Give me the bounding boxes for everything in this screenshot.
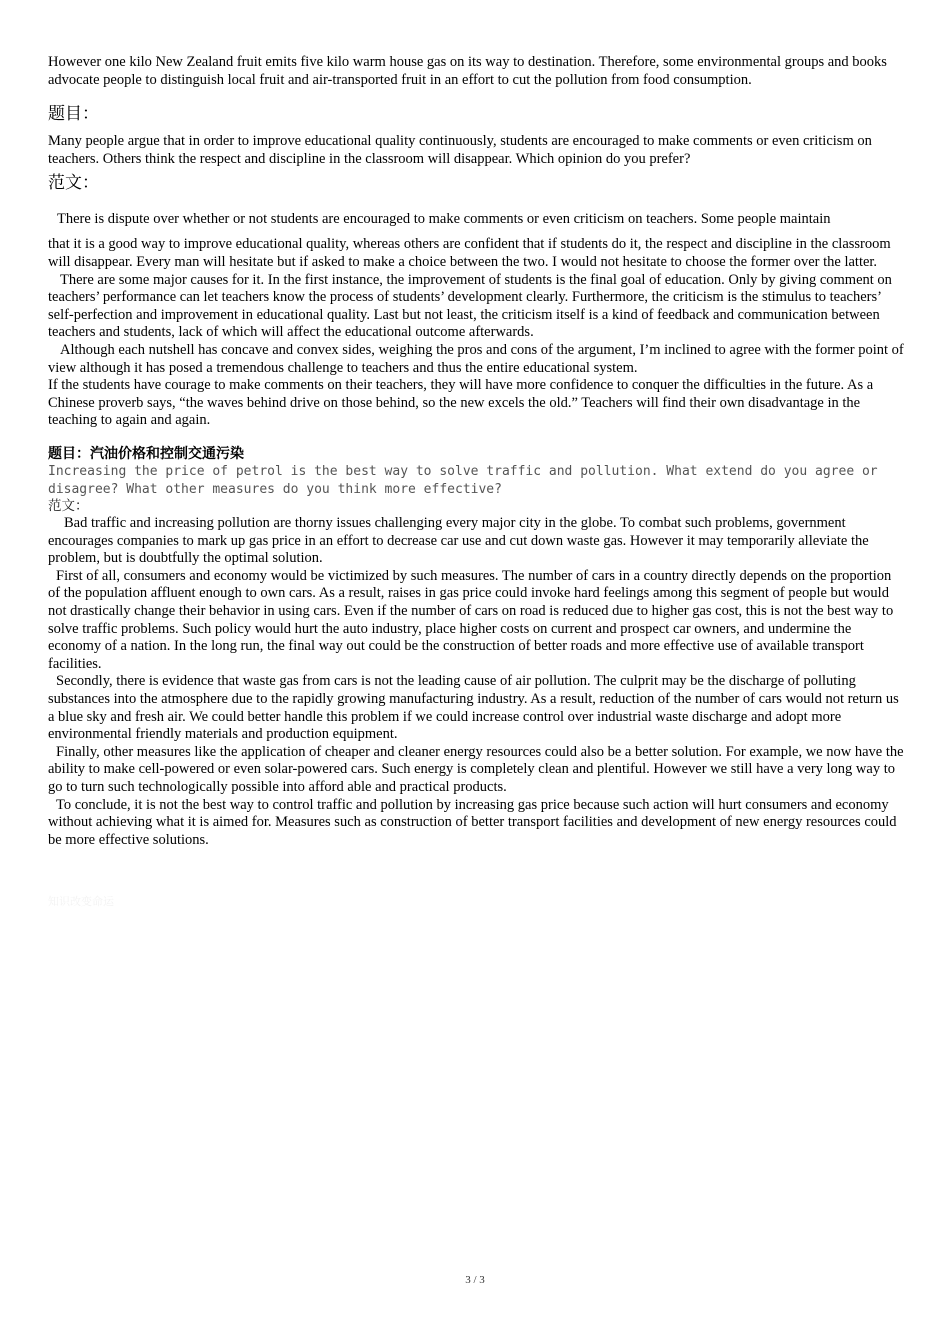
watermark-text: 知识改变命运 <box>48 895 114 908</box>
essay2-sample-heading: 范文： <box>48 498 89 515</box>
essay1-paragraph-1: that it is a good way to improve educational quality, whereas others are confident that if students do it, the respect and discipline in the classroom will disappear. Every man will hesitate but if asked to make a choice between the two. I would not hesitate to choose the former over the latter. <box>48 236 891 270</box>
essay2-question: Increasing the price of petrol is the best way to solve traffic and pollution. What extend do you agree or disagree? What other measures do you think more effective? <box>48 463 878 497</box>
essay1-question: Many people argue that in order to improve educational quality continuously, students are encouraged to make comments or even criticism on teachers. Others think the respect and discipline in the classroom will disappear. Which opinion do you prefer? <box>48 133 872 167</box>
essay1-topic-heading: 题目： <box>48 104 99 125</box>
essay2-paragraph-4: Finally, other measures like the application of cheaper and cleaner energy resources could also be a better solution. For example, we now have the ability to make cell-powered or even solar-powered cars. Such energy is completely clean and plentiful. However we still have a very long way to go to turn such technologically possible into afford able and practical products. <box>48 743 904 795</box>
essay1-paragraph-3: Although each nutshell has concave and convex sides, weighing the pros and cons of the argument, I’m inclined to agree with the former point of view although it has posed a tremendous challenge to teachers and thus the entire educational system. <box>48 341 904 376</box>
document-page <box>48 54 904 849</box>
essay1-paragraph-4: If the students have courage to make comments on their teachers, they will have more confidence to conquer the difficulties in the future. As a Chinese proverb says, “the waves behind drive on those behind, so the new excels the old.” Teachers will find their own disadvantage in the teaching to again and again. <box>48 377 874 429</box>
essay2-topic-heading: 题目：汽油价格和控制交通污染 <box>48 445 244 462</box>
essay2-paragraph-5: To conclude, it is not the best way to control traffic and pollution by increasing gas price because such action will hurt consumers and economy without achieving what it is aimed for. Measures such as construction of better transport facilities and development of new energy resources could be more effective solutions. <box>48 796 897 848</box>
essay2-paragraph-1: Bad traffic and increasing pollution are thorny issues challenging every major city in the globe. To combat such problems, government encourages companies to mark up gas price in an effort to decrease car use and cut down waste gas. However it may temporarily alleviate the problem, but is doubtfully the optimal solution. <box>48 515 869 567</box>
essay1-sample-heading: 范文： <box>48 173 99 194</box>
essay1-paragraph-2: There are some major causes for it. In the first instance, the improvement of students is the final goal of education. Only by giving comment on teachers’ performance can let teachers know the process of students’ development clearly. Furthermore, the criticism is the stimulus to teachers’ self-perfection and improvement in educational quality. Last but not least, the criticism itself is a kind of feedback and communication between teachers and students, lack of which will affect the educational outcome afterwards. <box>48 271 892 341</box>
page-number: 3 / 3 <box>465 1274 485 1286</box>
essay2-paragraph-2: First of all, consumers and economy would be victimized by such measures. The number of cars in a country directly depends on the proportion of the population affluent enough to own cars. As a result, raises in gas price could invoke hard feelings among this segment of people but would not drastically change their behavior in using cars. Even if the number of cars on road is reduced due to higher gas cost, this is not the best way to solve traffic problems. Such policy would hurt the auto industry, place higher costs on current and prospect car owners, and undermine the economy of a nation. In the long run, the final way out could be the construction of better roads and more effective use of available transport facilities. <box>48 567 894 672</box>
essay2-paragraph-3: Secondly, there is evidence that waste gas from cars is not the leading cause of air pollution. The culprit may be the discharge of polluting substances into the atmosphere due to the rapidly growing manufacturing industry. As a result, reduction of the number of cars would not return us a blue sky and fresh air. We could better handle this problem if we could increase control over industrial waste discharge and adopt more environmental friendly materials and production equipment. <box>48 673 899 743</box>
intro-paragraph: However one kilo New Zealand fruit emits five kilo warm house gas on its way to destination. Therefore, some environmental groups and books advocate people to distinguish local fruit and air-transported fruit in an effort to cut the pollution from food consumption. <box>48 54 887 88</box>
essay1-paragraph-1-first-line: There is dispute over whether or not students are encouraged to make comments or even criticism on teachers. Some people maintain <box>57 211 831 228</box>
